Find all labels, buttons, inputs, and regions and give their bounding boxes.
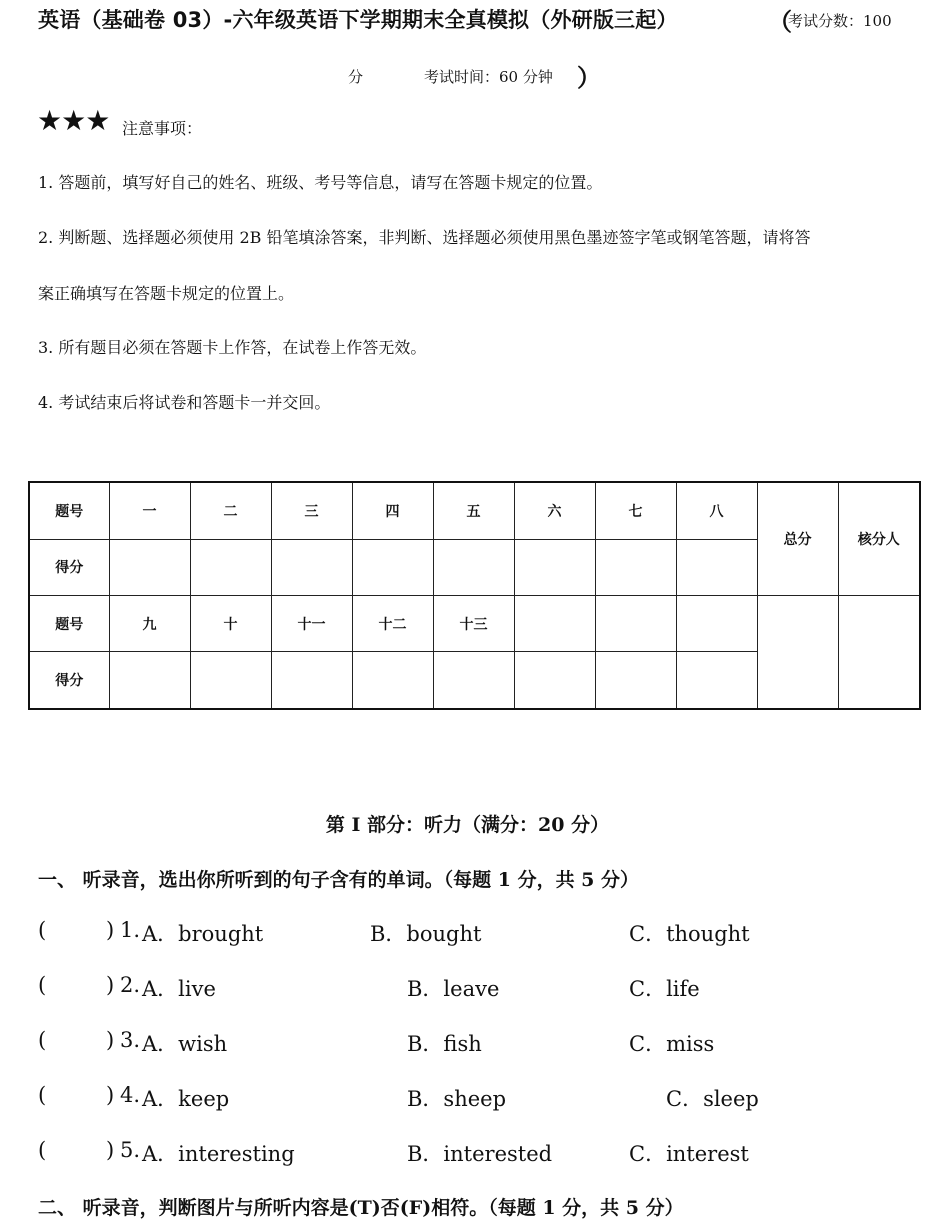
score-cell[interactable] — [595, 652, 676, 709]
question-number-cell — [676, 595, 757, 651]
option-c[interactable]: C．life — [629, 977, 700, 1001]
question-number-cell: 二 — [190, 482, 271, 539]
score-cell[interactable] — [433, 652, 514, 709]
option-a[interactable]: A．keep — [142, 1087, 230, 1111]
answer-paren-close: ) — [106, 1138, 115, 1162]
question-number-cell: 八 — [676, 482, 757, 539]
answer-paren-open: ( — [38, 1083, 47, 1107]
notes-title: 注意事项： — [122, 119, 203, 138]
stars-icon: ★★★ — [37, 104, 110, 137]
exam-title: 英语（基础卷 03）-六年级英语下学期期末全真模拟（外研版三起） — [38, 8, 678, 32]
question-number-cell: 四 — [352, 482, 433, 539]
title-paren-open: （ — [768, 7, 792, 36]
question-number: 5. — [120, 1138, 141, 1162]
option-c[interactable]: C．sleep — [666, 1087, 759, 1111]
score-cell[interactable] — [352, 539, 433, 595]
option-a[interactable]: A．live — [142, 977, 216, 1001]
question-number-cell: 一 — [109, 482, 190, 539]
score-cell[interactable] — [271, 539, 352, 595]
note-item: 4. 考试结束后将试卷和答题卡一并交回。 — [38, 393, 331, 412]
question-number-cell — [514, 595, 595, 651]
title-paren-close: ） — [577, 63, 601, 92]
question-number: 2. — [120, 973, 141, 997]
option-b[interactable]: B．interested — [407, 1142, 553, 1166]
score-table — [28, 481, 921, 710]
option-a[interactable]: A．interesting — [142, 1142, 295, 1166]
option-c[interactable]: C．interest — [629, 1142, 749, 1166]
total-score-cell[interactable] — [757, 595, 838, 709]
score-cell[interactable] — [352, 652, 433, 709]
question-row — [0, 1138, 935, 1168]
option-c[interactable]: C．thought — [629, 922, 750, 946]
exam-score-unit: 分 — [348, 68, 364, 86]
note-item: 案正确填写在答题卡规定的位置上。 — [38, 284, 295, 303]
score-cell[interactable] — [109, 539, 190, 595]
question-number-cell — [595, 595, 676, 651]
row-label-number: 题号 — [29, 482, 109, 539]
option-b[interactable]: B．fish — [407, 1032, 482, 1056]
row-label-score: 得分 — [29, 652, 109, 709]
score-cell[interactable] — [433, 539, 514, 595]
question-number-cell: 五 — [433, 482, 514, 539]
checker-label: 核分人 — [838, 482, 920, 595]
answer-paren-close: ) — [106, 918, 115, 942]
question-row — [0, 973, 935, 1003]
note-item: 3. 所有题目必须在答题卡上作答，在试卷上作答无效。 — [38, 338, 427, 357]
score-cell[interactable] — [676, 652, 757, 709]
option-c[interactable]: C．miss — [629, 1032, 715, 1056]
note-item: 2. 判断题、选择题必须使用 2B 铅笔填涂答案，非判断、选择题必须使用黑色墨迹签字笔或钢笔答题，请将答 — [38, 228, 811, 247]
row-label-number: 题号 — [29, 595, 109, 651]
answer-paren-open: ( — [38, 1138, 47, 1162]
option-b[interactable]: B．bought — [370, 922, 482, 946]
question-number-cell: 七 — [595, 482, 676, 539]
score-cell[interactable] — [514, 539, 595, 595]
exam-score-info: 考试分数：100 — [788, 12, 892, 30]
question-number-cell: 十 — [190, 595, 271, 651]
question-number-cell: 十一 — [271, 595, 352, 651]
option-b[interactable]: B．leave — [407, 977, 500, 1001]
section-title: 一、 听录音，选出你所听到的句子含有的单词。（每题 1 分，共 5 分） — [38, 869, 640, 891]
option-b[interactable]: B．sheep — [407, 1087, 507, 1111]
question-number: 4. — [120, 1083, 141, 1107]
question-number-cell: 十三 — [433, 595, 514, 651]
question-row — [0, 918, 935, 948]
question-row — [0, 1028, 935, 1058]
answer-paren-close: ) — [106, 1083, 115, 1107]
answer-paren-close: ) — [106, 973, 115, 997]
option-a[interactable]: A．brought — [142, 922, 264, 946]
question-number-cell: 十二 — [352, 595, 433, 651]
question-number: 1. — [120, 918, 141, 942]
score-cell[interactable] — [514, 652, 595, 709]
answer-paren-open: ( — [38, 973, 47, 997]
score-cell[interactable] — [190, 652, 271, 709]
note-item: 1. 答题前，填写好自己的姓名、班级、考号等信息，请写在答题卡规定的位置。 — [38, 173, 603, 192]
question-row — [0, 1083, 935, 1113]
answer-paren-open: ( — [38, 918, 47, 942]
score-cell[interactable] — [109, 652, 190, 709]
answer-paren-close: ) — [106, 1028, 115, 1052]
question-number-cell: 六 — [514, 482, 595, 539]
question-number: 3. — [120, 1028, 141, 1052]
score-cell[interactable] — [190, 539, 271, 595]
section-title: 二、 听录音，判断图片与所听内容是(T)否(F)相符。（每题 1 分，共 5 分） — [38, 1197, 684, 1219]
row-label-score: 得分 — [29, 539, 109, 595]
total-score-label: 总分 — [757, 482, 838, 595]
question-number-cell: 三 — [271, 482, 352, 539]
part-title: 第 Ⅰ 部分：听力（满分：20 分） — [325, 814, 610, 836]
checker-cell[interactable] — [838, 595, 920, 709]
answer-paren-open: ( — [38, 1028, 47, 1052]
score-cell[interactable] — [676, 539, 757, 595]
option-a[interactable]: A．wish — [142, 1032, 228, 1056]
score-cell[interactable] — [271, 652, 352, 709]
score-cell[interactable] — [595, 539, 676, 595]
exam-time-info: 考试时间：60 分钟 — [424, 68, 553, 86]
question-number-cell: 九 — [109, 595, 190, 651]
